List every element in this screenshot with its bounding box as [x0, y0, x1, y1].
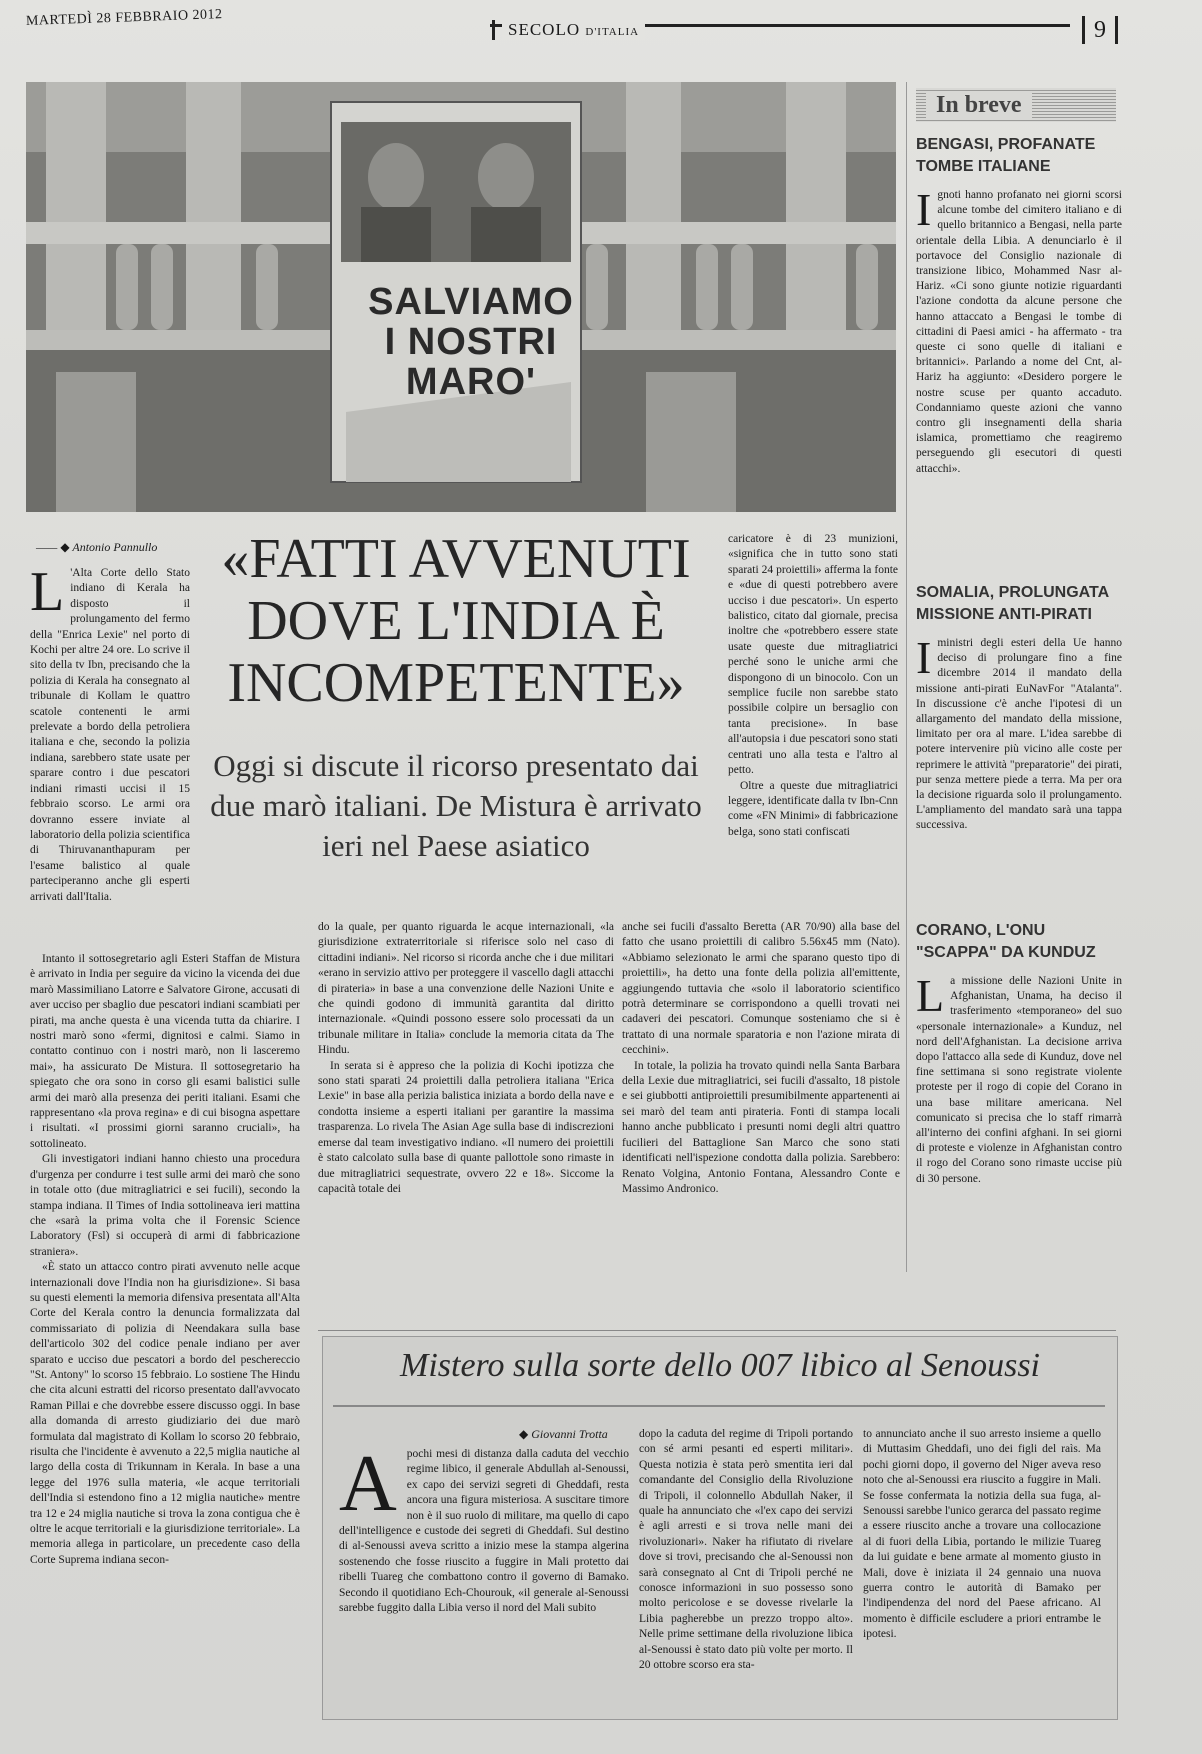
brief-title-corano: CORANO, L'ONU "SCAPPA" DA KUNDUZ: [916, 922, 1096, 961]
brief-body-corano: [916, 974, 1122, 1272]
article-column-3-top: [728, 532, 898, 908]
in-breve-label: In breve: [926, 92, 1032, 118]
newspaper-name-suffix: D'ITALIA: [585, 26, 640, 38]
lead-paragraph: 'Alta Corte dello Stato indiano di Kerala ha disposto il prolungamento del fermo della "Enrica Lexie" nel porto di Kochi per altre 24 ore. Lo scrive il sito della tv Ibn, precisando che la polizia di Kerala ha consegnato al tribunale di Kollam le quattro scatole contenenti le armi prelevate a bordo della petroliera italiana e che, secondo la polizia indiana, sarebbero state usate per sparare contro i due pescatori indiani rimasti uccisi il 15 febbraio scorso. Le armi ora dovranno essere inviate al laboratorio della polizia scientifica di Thiruvananthapuram per l'esame balistico al quale parteciperanno anche gli esperti arrivati dall'Italia.: [30, 567, 190, 903]
box-byline: ◆ Giovanni Trotta: [519, 1427, 608, 1441]
box-headline: Mistero sulla sorte dello 007 libico al Senoussi: [400, 1347, 1040, 1384]
box-top-rule: [318, 1330, 1116, 1331]
brief-text: a missione delle Nazioni Unite in Afghanistan, Unama, ha deciso il trasferimento «temporaneo» del suo «personale internazionale» a Kunduz, nel nord dell'Afghanistan. La decisione arriva dopo l'attacco alla sede di Kunduz, dove nel fine settimana si sono registrate violente proteste per il rogo di copie del Corano in una base militare americana. Nel comunicato si precisa che lo staff rimarrà all'interno dei confini afghani. In sei giorni di proteste e violenze in Afghanistan contro il rogo del Corano sono rimaste uccise più di 30 persone.: [916, 975, 1122, 1185]
byline-author: Antonio Pannullo: [72, 540, 158, 554]
box-paragraph: to annunciato anche il suo arresto insieme a quello di Muttasim Gheddafi, uno dei figli del raìs. Ma pochi giorni dopo, il governo del Niger aveva reso noto che al-Senoussi era riuscito a fuggire in Mali. Se fosse confermata la notizia della sua fuga, al-Senoussi sarebbe l'unico gerarca del passato regime a essere riuscito anche a trovare una collocazione al di fuori della Libia, portando le milizie Tuareg da lui guidate e bene armate al momento giusto in Mali, dove è iniziata il 24 gennaio una nuova guerra contro le autorità di Bamako per l'indipendenza del nord del Paese africano. Al momento è difficile escludere a priori entrambe le ipotesi.: [863, 1428, 1101, 1641]
paragraph: Gli investigatori indiani hanno chiesto una procedura d'urgenza per condurre i test sulle armi dei marò che sono in totale otto (due mitragliatrici e sei fucili), secondo la stampa indiana. Il Times of India sottolineava ieri mattina che «sarà la prima volta che il Forensic Science Laboratory (Fsl) si occuperà di armi di fabbricazione straniera».: [30, 1153, 300, 1258]
brief-body-bengasi: [916, 188, 1122, 560]
article-column-1: [30, 952, 300, 1726]
paragraph: caricatore è di 23 munizioni, «significa che in tutto sono stati sparati 24 proiettili» afferma la fonte e «due di questi potrebbero avere ucciso i due pescatori». Un esperto balistico, citato dal giornale, precisa inoltre che «potrebbero essere state usate queste due mitragliatrici perché sono le uniche armi che dispongono di un binocolo. Con un semplice fucile non sarebbe stato possibile colpire un bersaglio con tanta precisione». In base all'autopsia i due pescatori sono stati centrati uno alla testa e l'altro al petto.: [728, 533, 898, 777]
paragraph: Intanto il sottosegretario agli Esteri Staffan de Mistura è arrivato in India per seguire da vicino la vicenda dei due marò Massimiliano Latorre e Salvatore Girone, accusati di aver ucciso per sbaglio due pescatori indiani scambiati per pirati, ma anche questa è una vicenda tutta da chiarire. I nostri marò sono «fermi, dignitosi e calmi. Siamo in contatto continuo con i nostri marò, non li lasceremo mai», ha assicurato De Mistura. Il sottosegretario ha spiegato che ora sono in corso gli esami balistici sulle armi dei marò alla presenza dei periti italiani. Esami che rappresentano «la prova regina» e di cui bisogna aspettare i risultati. «I prossimi giorni saranno cruciali», ha sottolineato.: [30, 953, 300, 1150]
paragraph: Oltre a queste due mitragliatrici leggere, identificate dalla tv Ibn-Cnn come «FN Minimi» di fabbricazione belga, sono stati confiscati: [728, 779, 898, 838]
brief-text: ministri degli esteri della Ue hanno deciso di prolungare fino a fine dicembre 2014 il mandato della missione anti-pirati EuNavFor "Atalanta". In discussione c'è anche l'ipotesi di un allargamento del mandato della missione, limitato per ora al mare. L'idea sarebbe di potere intervenire più vicino alle coste per reprimere le attività "preparatorie" dei pirati, pur senza mettere piede a terra. Ma per ora la decisione riguarda solo il prolungamento. L'ampliamento del mandato sarà una tappa successiva.: [916, 637, 1122, 832]
newspaper-name-main: SECOLO: [508, 20, 581, 39]
paragraph: In serata si è appreso che la polizia di Kochi ipotizza che sono stati sparati 24 proiettili dalla petroliera italiana "Erica Lexie" in base alla perizia balistica iniziata a bordo della nave e condotta insieme a esperti italiani per garantire la massima trasparenza. Lo rivela The Asian Age sulla base di indiscrezioni emerse dal team investigativo indiano. «Il numero dei proiettili è stato calcolato sulla base di quante pallottole sono rimaste in due mitragliatrici sequestrate, ovvero 22 e 18». Siccome la capacità totale dei: [318, 1059, 614, 1195]
lead-photo: [26, 82, 896, 512]
box-column-1: [339, 1447, 629, 1709]
issue-date: MARTEDÌ 28 FEBBRAIO 2012: [25, 7, 223, 29]
headline: «FATTI AVVENUTI DOVE L'INDIA È INCOMPETENTE»: [221, 528, 691, 714]
box-byline-author: Giovanni Trotta: [531, 1427, 608, 1441]
article-column-3: [622, 920, 900, 1272]
dropcap: I: [916, 636, 932, 683]
box-title-rule: [333, 1405, 1105, 1407]
dropcap: L: [916, 974, 945, 1021]
brief-title-bengasi: BENGASI, PROFANATE TOMBE ITALIANE: [916, 136, 1096, 175]
box-paragraph: pochi mesi di distanza dalla caduta del vecchio regime libico, il generale Abdullah al-Senoussi, ex capo dei servizi segreti di Gheddafi, resta ancora una figura misteriosa. A suscitare timore non è il suo ruolo di militare, ma quello di capo dell'intelligence e custode dei segreti di Gheddafi. Sul destino di al-Senoussi aveva scritto a inizio mese la stampa algerina sostenendo che fosse riuscito a fuggire in Mali protetto dai ribelli Tuareg che combattono contro il governo di Bamako. Secondo il quotidiano Ech-Chourouk, «il generale al-Senoussi sarebbe fuggito dalla Libia verso il nord del Mali subito: [339, 1448, 629, 1615]
paragraph: anche sei fucili d'assalto Beretta (AR 70/90) alla base del fatto che usano proiettili di calibro 5.56x45 mm (Nato). «Abbiamo selezionato le armi che sparano questo tipo di proiettili», ha detto una fonte della polizia all'emittente, aggiungendo tuttavia che «solo il laboratorio scientifico potrà determinare se corrispondono a quelli trovati nei cadaveri dei pescatori. Comunque sosteniamo che si è trattato di una normale sparatoria e non l'azione mirata di cecchini».: [622, 921, 900, 1057]
box-column-2: [639, 1427, 853, 1709]
column-divider: [906, 82, 907, 1272]
newspaper-name: [502, 20, 645, 40]
sidebar-story-box: [322, 1336, 1118, 1720]
paragraph: do la quale, per quanto riguarda le acque internazionali, «la giurisdizione extraterritoriale si riferisce solo nel caso di cittadini indiani». Nel ricorso si ricorda anche che i due militari «erano in servizio attivo per proteggere il vascello dagli attacchi di pirateria» in base a una convenzione delle Nazioni Unite e che quindi godono di immunità garantita dal diritto internazionale. «Quindi possono essere solo processati da un tribunale militare in Italia» conclude la memoria citata da The Hindu.: [318, 921, 614, 1057]
article-column-2: [318, 920, 614, 1272]
dropcap: L: [30, 566, 65, 623]
in-breve-heading: [916, 88, 1116, 122]
brief-text: gnoti hanno profanato nei giorni scorsi alcune tombe del cimitero italiano e di quello britannico a Bengasi, nella parte orientale della Libia. A denunciarlo è il portavoce del Consiglio nazionale di transizione libico, Mohammed Nasr al-Hariz. «Ci sono giunte notizie riguardanti l'azione condotta da alcune persone che hanno attaccato a Bengasi le tombe di cittadini di Paesi amici - ha affermato - tra queste ci sono quelle di italiani e britannici». Parlando a nome del Cnt, al-Hariz ha aggiunto: «Desidero porgere le nostre scuse per quanto accaduto. Condanniamo queste azioni che vanno contro gli insegnamenti della sharia islamica, promettiamo che reagiremo perseguendo gli esecutori di questi attacchi».: [916, 189, 1122, 475]
paragraph: «È stato un attacco contro pirati avvenuto nelle acque internazionali dove l'India non ha giurisdizione». Si basa su questi elementi la memoria difensiva presentata all'Alta Corte del Kerala contro la denuncia formalizzata dal commissariato di polizia di Neendakara sulla base dell'articolo 302 del codice penale indiano per aver sparato e ucciso due pescatori a bordo del peschereccio "St. Antony" lo scorso 15 febbraio. Lo sostiene The Hindu che cita alcuni estratti del ricorso presentato dall'avvocato Raman Pillai e che dovrebbe essere discusso oggi. In base alla domanda di arresto giudiziario dei due marò formulata dal magistrato di Kollam lo scorso 20 febbraio, risulta che l'incidente è avvenuto a 22,5 miglia nautiche al largo della costa di Trikunnam in Kerala. In base a una legge del 1976 sulla materia, «le acque territoriali dell'India si estendono fino a 12 miglia nautiche» mentre tra 12 e 24 miglia nautiche si trova la zona contigua che è oltre le acque territoriali e la giurisdizione territoriale». La memoria allega in particolare, un precedente caso della Corte Suprema indiana secon-: [30, 1261, 300, 1566]
dropcap: A: [339, 1447, 397, 1528]
subheadline: Oggi si discute il ricorso presentato dai due marò italiani. De Mistura è arrivato ieri nel Paese asiatico: [210, 748, 702, 863]
brief-body-somalia: [916, 636, 1122, 898]
masthead-tick: [492, 20, 495, 40]
article-column-1-top: [30, 566, 190, 946]
brief-title-somalia: SOMALIA, PROLUNGATA MISSIONE ANTI-PIRATI: [916, 584, 1109, 623]
page-number: 9: [1082, 16, 1118, 44]
box-paragraph: dopo la caduta del regime di Tripoli portando con sé armi pesanti ed esperti militari». Questa notizia è stata però smentita ieri dal comandante del Consiglio della Rivoluzione di Tripoli, il colonnello Abdullah Naker, il quale ha annunciato che «l'ex capo dei servizi è agli arresti e si trova nelle mani dei rivoluzionari». Naker ha rifiutato di rivelare dove si trovi, precisando che al-Senoussi non sarà consegnato al Cnt di Tripoli perché ne conosce informazioni in suo possesso sono molto pericolose e se dovesse rivelarle la Libia pagherebbe un prezzo troppo alto». Nelle prime settimane della rivoluzione libica al-Senoussi è stato dato più volte per morto. Il 20 ottobre scorso era sta-: [639, 1428, 853, 1672]
byline: —— ◆ Antonio Pannullo: [36, 540, 158, 554]
paragraph: In totale, la polizia ha trovato quindi nella Santa Barbara della Lexie due mitragliatrici, sei fucili d'assalto, 18 pistole e sei giubbotti antiproiettili presumibilmente appartenenti ai sei marò del team anti pirateria. Fonti di stampa locali hanno anche pubblicato i presunti nomi degli altri quattro fucilieri del Battaglione San Marco che sono stati identificati nell'ispezione condotta dalla polizia. Sarebbero: Renato Volgina, Antonio Fontana, Alessandro Conte e Massimo Andronico.: [622, 1059, 900, 1195]
dropcap: I: [916, 188, 932, 235]
poster-slogan: SALVIAMO I NOSTRI MARO': [368, 281, 574, 403]
box-column-3: [863, 1427, 1101, 1709]
